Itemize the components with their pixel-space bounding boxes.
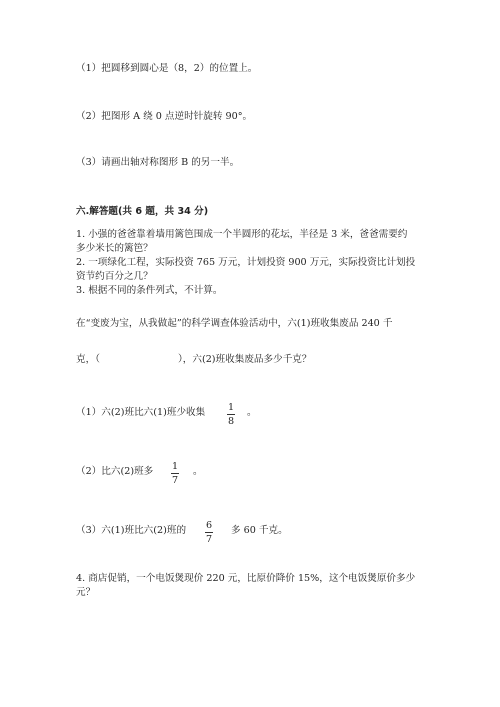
question-1-line-1: 1. 小强的爸爸靠着墙用篱笆围成一个半圆形的花坛，半径是 3 米，爸爸需要约 (76, 229, 408, 240)
option-1-fraction (227, 402, 235, 427)
question-3-intro-line-1: 在“变废为宝，从我做起”的科学调查体验活动中，六(1)班收集废品 240 千 (76, 318, 393, 329)
question-4-line-2: 元？ (76, 587, 96, 598)
fraction-bar (227, 414, 235, 415)
fraction-denominator: 8 (227, 416, 235, 427)
option-3-end: 多 60 千克。 (231, 525, 288, 536)
task-item-2: （2）把图形 A 绕 0 点逆时针旋转 90°。 (76, 111, 253, 122)
fraction-numerator: 6 (205, 520, 213, 531)
question-2-line-1: 2. 一项绿化工程，实际投资 765 万元，计划投资 900 万元，实际投资比计划投 (76, 257, 416, 268)
option-3-text: （3）六(1)班比六(2)班的 (76, 525, 187, 536)
option-2-text: （2）比六(2)班多 (76, 466, 154, 477)
fraction-numerator: 1 (227, 402, 235, 413)
intro-suffix: ），六(2)班收集废品多少千克？ (177, 354, 312, 365)
task-item-1: （1）把圆移到圆心是（8，2）的位置上。 (76, 63, 258, 74)
question-2-line-2: 资节约百分之几？ (76, 271, 153, 282)
section-heading: 六.解答题(共 6 题，共 34 分) (76, 206, 209, 217)
task-item-3: （3）请画出轴对称图形 B 的另一半。 (76, 157, 240, 168)
fraction-denominator: 7 (205, 534, 213, 545)
question-4-line-1: 4. 商店促销，一个电饭煲现价 220 元，比原价降价 15%，这个电饭煲原价多少 (76, 573, 416, 584)
fraction-bar (171, 473, 179, 474)
fraction-bar (205, 532, 213, 533)
question-1-line-2: 多少米长的篱笆？ (76, 243, 153, 254)
option-1-text: （1）六(2)班比六(1)班少收集 (76, 407, 206, 418)
option-2-end: 。 (193, 466, 203, 477)
option-1-end: 。 (247, 407, 257, 418)
fraction-numerator: 1 (171, 461, 179, 472)
fraction-denominator: 7 (171, 475, 179, 486)
option-2-fraction (171, 461, 179, 486)
question-3-title: 3. 根据不同的条件列式，不计算。 (76, 285, 223, 296)
intro-prefix: 克，（ (76, 354, 100, 365)
option-3-fraction (205, 520, 213, 545)
question-3-intro-line-2 (76, 353, 312, 366)
